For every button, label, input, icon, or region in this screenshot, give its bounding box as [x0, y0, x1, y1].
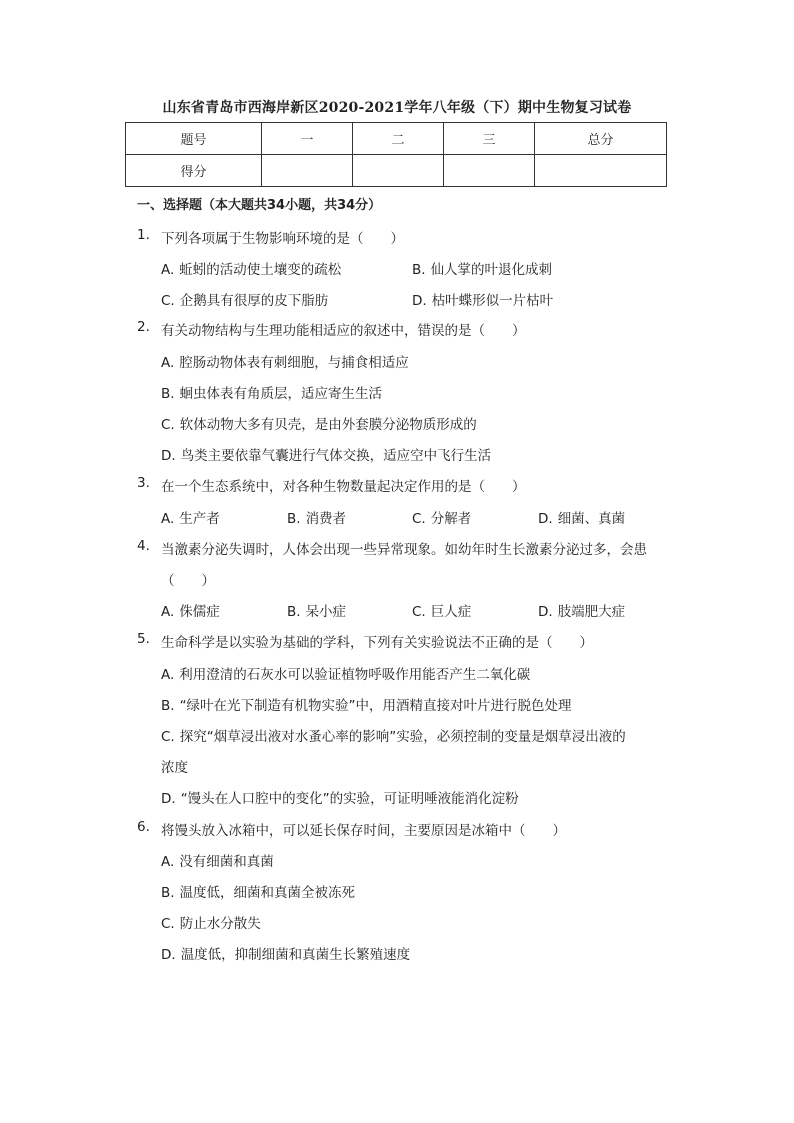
question-number: 1. [137, 227, 150, 243]
score-header-cell: 三 [444, 123, 535, 155]
score-header-cell: 一 [262, 123, 353, 155]
question-number: 2. [137, 319, 150, 335]
question-4-stem-continued: （ ） [161, 573, 215, 589]
question-2-option-b: B. 蛔虫体表有角质层，适应寄生生活 [161, 386, 383, 402]
question-stem: 当激素分泌失调时，人体会出现一些异常现象。如幼年时生长激素分泌过多，会患 [161, 542, 647, 558]
question-3-option-c: C. 分解者 [412, 511, 472, 527]
question-5-option-b: B. “绿叶在光下制造有机物实验”中，用酒精直接对叶片进行脱色处理 [161, 698, 572, 714]
question-1-option-a: A. 蚯蚓的活动使土壤变的疏松 [161, 262, 342, 278]
question-5-option-a: A. 利用澄清的石灰水可以验证植物呼吸作用能否产生二氧化碳 [161, 667, 531, 683]
question-2-option-a: A. 腔肠动物体表有刺细胞，与捕食相适应 [161, 355, 409, 371]
question-6-option-c: C. 防止水分散失 [161, 916, 261, 932]
question-stem: 将馒头放入冰箱中，可以延长保存时间，主要原因是冰箱中（ ） [161, 823, 566, 839]
question-1-option-c: C. 企鹅具有很厚的皮下脂肪 [161, 293, 329, 309]
question-number: 6. [137, 819, 150, 835]
question-6-option-d: D. 温度低，抑制细菌和真菌生长繁殖速度 [161, 947, 411, 963]
question-4-option-c: C. 巨人症 [412, 604, 472, 620]
score-row-label: 得分 [126, 155, 262, 187]
exam-title: 山东省青岛市西海岸新区2020-2021学年八年级（下）期中生物复习试卷 [162, 100, 632, 116]
score-table-header-row [126, 123, 667, 155]
question-stem: 生命科学是以实验为基础的学科，下列有关实验说法不正确的是（ ） [161, 635, 593, 651]
score-cell[interactable] [262, 155, 353, 187]
score-header-cell: 二 [353, 123, 444, 155]
score-cell[interactable] [353, 155, 444, 187]
question-2-option-d: D. 鸟类主要依靠气囊进行气体交换，适应空中飞行生活 [161, 448, 492, 464]
question-stem: 下列各项属于生物影响环境的是（ ） [161, 231, 404, 247]
question-3-option-b: B. 消费者 [287, 511, 347, 527]
question-1-option-d: D. 枯叶蝶形似一片枯叶 [412, 293, 554, 309]
section-heading [137, 194, 381, 213]
question-1-option-b: B. 仙人掌的叶退化成刺 [412, 262, 553, 278]
question-3-option-a: A. 生产者 [161, 511, 220, 527]
question-5-option-c-continued: 浓度 [161, 760, 188, 776]
question-number: 5. [137, 631, 150, 647]
question-3-option-d: D. 细菌、真菌 [538, 511, 626, 527]
question-4-option-d: D. 肢端肥大症 [538, 604, 626, 620]
question-2-option-c: C. 软体动物大多有贝壳，是由外套膜分泌物质形成的 [161, 417, 477, 433]
score-header-cell: 题号 [126, 123, 262, 155]
question-4-option-b: B. 呆小症 [287, 604, 347, 620]
score-header-cell: 总分 [535, 123, 667, 155]
question-5-option-d: D. “馒头在人口腔中的变化”的实验，可证明唾液能消化淀粉 [161, 791, 519, 807]
question-stem: 有关动物结构与生理功能相适应的叙述中，错误的是（ ） [161, 323, 526, 339]
question-6-option-b: B. 温度低，细菌和真菌全被冻死 [161, 885, 356, 901]
score-cell[interactable] [535, 155, 667, 187]
score-table-score-row [126, 155, 667, 187]
section-label: 一、选择题（本大题共34小题，共34分） [137, 198, 382, 213]
question-number: 3. [137, 475, 150, 491]
question-4-option-a: A. 侏儒症 [161, 604, 220, 620]
score-cell[interactable] [444, 155, 535, 187]
question-6-option-a: A. 没有细菌和真菌 [161, 854, 274, 870]
score-table [125, 122, 667, 187]
question-stem: 在一个生态系统中，对各种生物数量起决定作用的是（ ） [161, 479, 526, 495]
question-5-option-c: C. 探究“烟草浸出液对水蚤心率的影响”实验，必须控制的变量是烟草浸出液的 [161, 729, 626, 745]
question-number: 4. [137, 538, 150, 554]
